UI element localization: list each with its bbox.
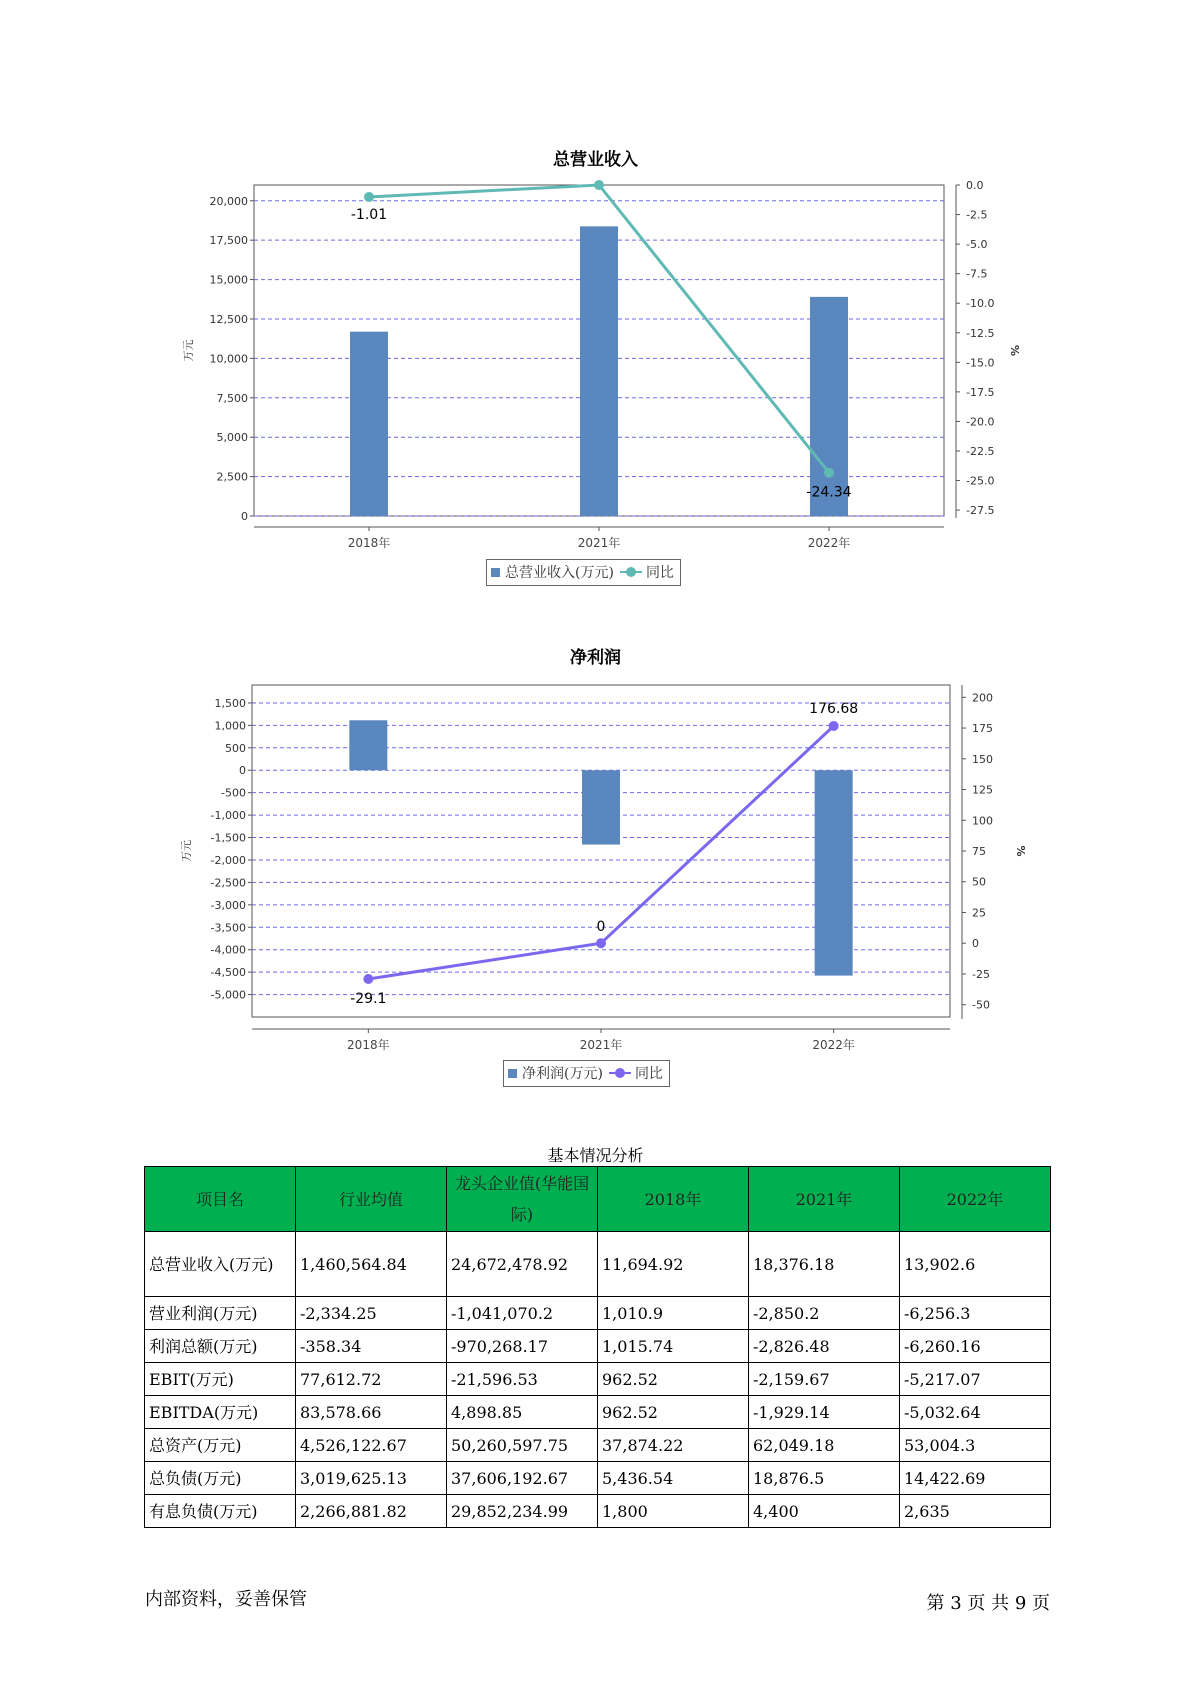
- header-cell: 2021年: [749, 1167, 900, 1232]
- table-header-row: [145, 1167, 1051, 1232]
- table-cell: 37,606,192.67: [447, 1462, 598, 1495]
- left-tick-label: 1,000: [214, 719, 246, 733]
- row-label: EBIT(万元): [145, 1363, 296, 1396]
- yoy-data-label: 176.68: [809, 700, 859, 717]
- line-legend-marker: [609, 1068, 631, 1078]
- table-cell: 37,874.22: [598, 1429, 749, 1462]
- x-tick-label: 2022年: [807, 536, 851, 550]
- right-tick-label: -15.0: [966, 356, 995, 370]
- yoy-data-label: -1.01: [350, 206, 388, 223]
- table-cell: 77,612.72: [296, 1363, 447, 1396]
- table-cell: 4,898.85: [447, 1396, 598, 1429]
- left-tick-label: -2,500: [210, 876, 246, 890]
- left-tick-label: -500: [221, 786, 246, 800]
- table-cell: 1,010.9: [598, 1297, 749, 1330]
- table-cell: -1,929.14: [749, 1396, 900, 1429]
- right-tick-label: -10.0: [966, 297, 995, 311]
- header-cell: 项目名: [145, 1167, 296, 1232]
- row-label: EBITDA(万元): [145, 1396, 296, 1429]
- bar-legend-swatch: [491, 568, 500, 577]
- table-cell: 962.52: [598, 1363, 749, 1396]
- right-axis-title: %: [1014, 845, 1027, 857]
- right-tick-label: 25: [972, 906, 986, 920]
- left-tick-label: 0: [239, 764, 246, 778]
- table-row: [145, 1462, 1051, 1495]
- chart-legend: [503, 1060, 670, 1087]
- left-axis-title: 万元: [180, 840, 193, 862]
- footer-confidential-note: 内部资料，妥善保管: [145, 1589, 307, 1610]
- right-tick-label: 50: [972, 875, 986, 889]
- line-legend-marker: [620, 567, 642, 577]
- table-cell: 11,694.92: [598, 1232, 749, 1297]
- table-cell: 24,672,478.92: [447, 1232, 598, 1297]
- left-tick-label: 5,000: [216, 431, 248, 445]
- right-tick-label: 150: [972, 752, 993, 766]
- left-tick-label: 1,500: [214, 696, 246, 710]
- table-cell: 5,436.54: [598, 1462, 749, 1495]
- right-tick-label: 175: [972, 722, 993, 736]
- table-cell: -1,041,070.2: [447, 1297, 598, 1330]
- table-cell: 18,376.18: [749, 1232, 900, 1297]
- header-cell: 2018年: [598, 1167, 749, 1232]
- row-label: 总资产(万元): [145, 1429, 296, 1462]
- table-cell: -6,260.16: [900, 1330, 1051, 1363]
- table-cell: 83,578.66: [296, 1396, 447, 1429]
- net-profit-chart-svg: [0, 640, 1191, 1080]
- left-tick-label: 2,500: [216, 470, 248, 484]
- table-row: [145, 1297, 1051, 1330]
- bar: [810, 297, 848, 516]
- table-cell: -970,268.17: [447, 1330, 598, 1363]
- left-axis-title: 万元: [182, 339, 195, 362]
- table-caption: 基本情况分析: [547, 1146, 644, 1165]
- right-tick-label: 0.0: [966, 179, 984, 192]
- yoy-point: [364, 192, 374, 202]
- table-cell: 1,460,564.84: [296, 1232, 447, 1297]
- table-cell: -5,217.07: [900, 1363, 1051, 1396]
- left-tick-label: 10,000: [209, 352, 248, 366]
- x-tick-label: 2021年: [577, 536, 621, 550]
- bar: [815, 770, 853, 975]
- table-cell: -21,596.53: [447, 1363, 598, 1396]
- right-tick-label: -20.0: [966, 415, 995, 429]
- right-tick-label: -25.0: [966, 474, 995, 488]
- table-cell: -6,256.3: [900, 1297, 1051, 1330]
- yoy-point: [596, 938, 606, 948]
- right-tick-label: -22.5: [966, 444, 995, 458]
- row-label: 总负债(万元): [145, 1462, 296, 1495]
- table-cell: 29,852,234.99: [447, 1495, 598, 1528]
- table-cell: 14,422.69: [900, 1462, 1051, 1495]
- basic-analysis-table: [144, 1166, 1051, 1528]
- chart-legend: [486, 559, 681, 586]
- table-cell: 4,400: [749, 1495, 900, 1528]
- footer-page-number: 第 3 页 共 9 页: [926, 1593, 1050, 1614]
- table-cell: -2,334.25: [296, 1297, 447, 1330]
- bar: [350, 332, 388, 516]
- right-tick-label: 100: [972, 814, 993, 828]
- header-cell: 2022年: [900, 1167, 1051, 1232]
- bar: [582, 770, 620, 844]
- line-legend-label: 同比: [645, 565, 674, 581]
- bar: [349, 720, 387, 770]
- header-cell: 行业均值: [296, 1167, 447, 1232]
- yoy-point: [594, 180, 604, 190]
- row-label: 总营业收入(万元): [145, 1232, 296, 1297]
- right-tick-label: 200: [972, 691, 993, 705]
- left-tick-label: 500: [225, 741, 246, 755]
- left-tick-label: -1,500: [210, 831, 246, 845]
- revenue-chart: [0, 140, 1191, 600]
- bar: [580, 226, 618, 516]
- right-tick-label: -7.5: [966, 267, 988, 281]
- table-cell: 13,902.6: [900, 1232, 1051, 1297]
- left-tick-label: -4,500: [210, 966, 246, 980]
- yoy-point: [363, 974, 373, 984]
- header-cell: 龙头企业值(华能国际): [447, 1167, 598, 1232]
- table-cell: 2,635: [900, 1495, 1051, 1528]
- right-tick-label: 125: [972, 783, 993, 797]
- table-cell: 53,004.3: [900, 1429, 1051, 1462]
- line-legend-label: 同比: [634, 1066, 663, 1082]
- table-row: [145, 1429, 1051, 1462]
- left-tick-label: 7,500: [216, 391, 248, 405]
- table-cell: -2,159.67: [749, 1363, 900, 1396]
- chart-title: 净利润: [570, 648, 621, 668]
- left-tick-label: -1,000: [210, 809, 246, 823]
- table-row: [145, 1495, 1051, 1528]
- table-cell: 1,800: [598, 1495, 749, 1528]
- row-label: 营业利润(万元): [145, 1297, 296, 1330]
- yoy-data-label: -29.1: [350, 991, 387, 1008]
- table-row: [145, 1363, 1051, 1396]
- left-tick-label: 0: [241, 510, 248, 523]
- left-tick-label: -3,000: [210, 898, 246, 912]
- right-tick-label: 0: [972, 937, 979, 951]
- left-tick-label: -2,000: [210, 853, 246, 867]
- table-row: [145, 1330, 1051, 1363]
- right-tick-label: -27.5: [966, 504, 995, 518]
- table-cell: 4,526,122.67: [296, 1429, 447, 1462]
- table-cell: -358.34: [296, 1330, 447, 1363]
- yoy-data-label: 0: [596, 919, 606, 936]
- table-cell: -5,032.64: [900, 1396, 1051, 1429]
- x-tick-label: 2018年: [347, 536, 391, 550]
- table-cell: -2,850.2: [749, 1297, 900, 1330]
- left-tick-label: 12,500: [209, 312, 248, 326]
- table-cell: 1,015.74: [598, 1330, 749, 1363]
- x-tick-label: 2018年: [347, 1038, 390, 1052]
- bar-legend-label: 净利润(万元): [522, 1066, 603, 1082]
- row-label: 利润总额(万元): [145, 1330, 296, 1363]
- yoy-data-label: -24.34: [806, 484, 852, 501]
- left-tick-label: 17,500: [209, 234, 248, 248]
- x-tick-label: 2022年: [812, 1038, 855, 1052]
- right-tick-label: -12.5: [966, 326, 995, 340]
- table-cell: 18,876.5: [749, 1462, 900, 1495]
- table-cell: 62,049.18: [749, 1429, 900, 1462]
- bar-legend-label: 总营业收入(万元): [505, 565, 614, 581]
- left-tick-label: 15,000: [209, 273, 248, 287]
- left-tick-label: -5,000: [210, 988, 246, 1002]
- x-tick-label: 2021年: [579, 1038, 623, 1052]
- left-tick-label: -3,500: [210, 921, 246, 935]
- right-tick-label: -25: [972, 967, 990, 981]
- right-tick-label: -2.5: [966, 208, 988, 222]
- right-tick-label: -50: [972, 998, 990, 1012]
- table-cell: 50,260,597.75: [447, 1429, 598, 1462]
- left-tick-label: 20,000: [209, 194, 248, 208]
- yoy-point: [824, 468, 834, 478]
- chart-title: 总营业收入: [553, 150, 638, 170]
- net-profit-chart: [0, 640, 1191, 1100]
- right-tick-label: 75: [972, 845, 986, 858]
- bar-legend-swatch: [508, 1069, 517, 1078]
- table-cell: 962.52: [598, 1396, 749, 1429]
- table-cell: 2,266,881.82: [296, 1495, 447, 1528]
- yoy-point: [829, 721, 839, 731]
- left-tick-label: -4,000: [210, 943, 246, 957]
- right-tick-label: -5.0: [966, 238, 988, 252]
- row-label: 有息负债(万元): [145, 1495, 296, 1528]
- right-tick-label: -17.5: [966, 385, 995, 399]
- table-row: [145, 1396, 1051, 1429]
- table-cell: -2,826.48: [749, 1330, 900, 1363]
- table-cell: 3,019,625.13: [296, 1462, 447, 1495]
- right-axis-title: %: [1008, 344, 1021, 357]
- table-row: [145, 1232, 1051, 1297]
- revenue-chart-svg: [0, 140, 1191, 580]
